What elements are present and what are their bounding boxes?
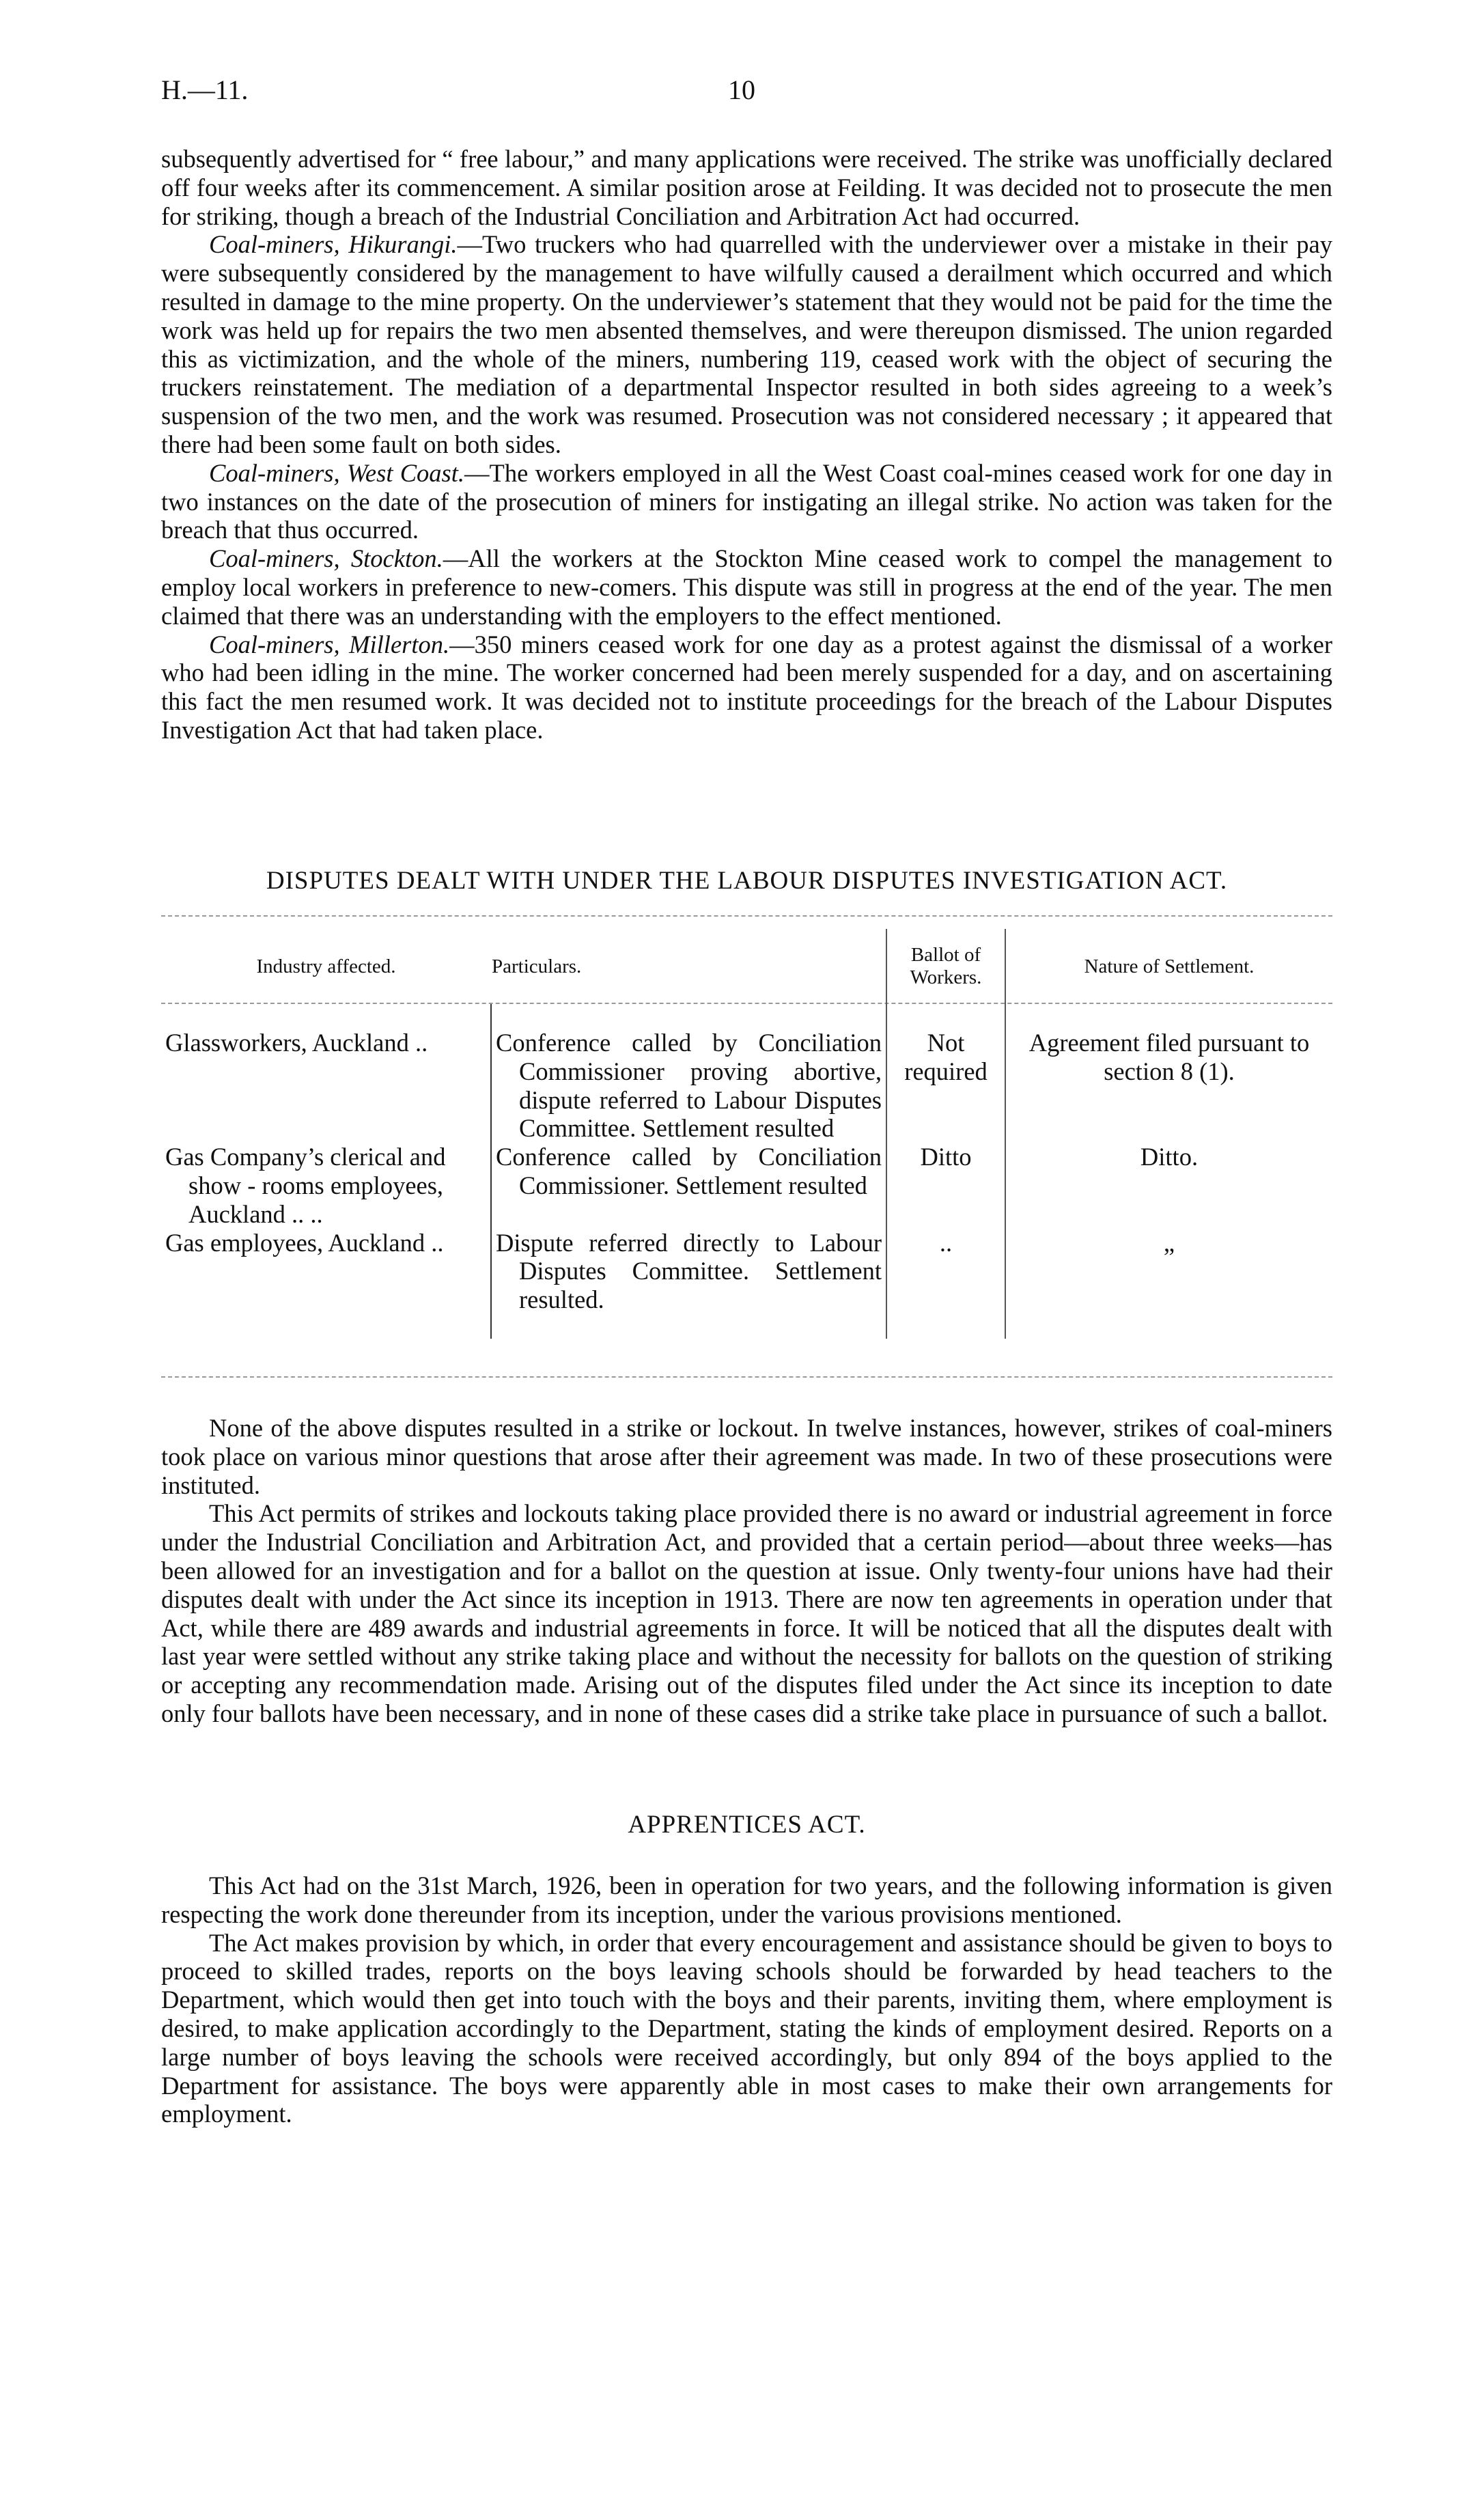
cell-industry: Glassworkers, Auckland .. — [165, 1029, 428, 1057]
section-disputes-summary — [161, 1414, 1332, 1728]
divider — [161, 1376, 1332, 1378]
table-row — [161, 1029, 1332, 1143]
cell-settlement: „ — [1005, 1229, 1332, 1314]
document-reference: H.—11. — [161, 74, 249, 105]
paragraph-lead: Coal-miners, Stockton. — [209, 544, 443, 573]
paragraph-text: —Two truckers who had quarrelled with the underviewer over a mistake in their pay were subsequently considered by the management to have wilfully caused a derailment which occurred and which resulted in damage to the mine property. On the underviewer’s statement that they would not be paid for the time the work was held up for repairs the two men absented themselves, and were thereupon dismissed. The union regarded this as victimization, and the whole of the miners, numbering 119, ceased work with the object of securing the truckers reinstatement. The mediation of a departmental Inspector resulted in both sides agreeing to a week’s suspension of the two men, and the work was resumed. Prosecution was not considered necessary ; it appeared that there had been some fault on both sides. — [161, 230, 1332, 458]
paragraph: This Act had on the 31st March, 1926, been in operation for two years, and the following information is given respecting the work done thereunder from its inception, under the various provisions mentioned. — [161, 1871, 1332, 1928]
paragraph-text: subsequently advertised for “ free labour,” and many applications were received. The strike was unofficially declared off four weeks after its commencement. A similar position arose at Feilding. It was decided not to prosecute the men for striking, though a breach of the Industrial Conciliation and Arbitration Act had occurred. — [161, 145, 1332, 230]
column-header-particulars: Particulars. — [492, 955, 582, 977]
section-strikes — [161, 145, 1332, 744]
section-apprentices-act — [161, 1871, 1332, 2128]
cell-industry: Gas Company’s clerical and show - rooms employees, Auckland .. .. — [165, 1143, 446, 1228]
cell-ballot: Ditto — [886, 1143, 1005, 1228]
paragraph — [161, 459, 1332, 544]
table-header-row — [161, 929, 1332, 1004]
table-title: DISPUTES DEALT WITH UNDER THE LABOUR DISPUTES INVESTIGATION ACT. — [266, 867, 1228, 895]
divider — [161, 915, 1332, 917]
cell-ballot: .. — [886, 1229, 1005, 1314]
cell-particulars: Dispute referred directly to Labour Disputes Committee. Settlement resulted. — [496, 1228, 882, 1314]
column-header-industry: Industry affected. — [256, 955, 396, 977]
cell-settlement: Agreement filed pursuant to section 8 (1). — [1005, 1029, 1332, 1143]
paragraph: The Act makes provision by which, in order that every encouragement and assistance should be given to boys to proceed to skilled trades, reports on the boys leaving schools should be forwarded by head teachers to the Department, which would then get into touch with the boys and their parents, inviting them, where employment is desired, to make application accordingly to the Department, stating the kinds of employment desired. Reports on a large number of boys leaving the schools were received accordingly, but only 894 of the boys applied to the Department for assistance. The boys were apparently able in most cases to make their own arrangements for employment. — [161, 1928, 1332, 2128]
paragraph — [161, 230, 1332, 458]
paragraph-lead: Coal-miners, Millerton. — [209, 630, 450, 658]
paragraph-lead: Coal-miners, West Coast. — [209, 458, 465, 487]
paragraph — [161, 544, 1332, 630]
paragraph — [161, 145, 1332, 230]
paragraph-text: —350 miners ceased work for one day as a protest against the dismissal of a worker who had been idling in the mine. The worker concerned had been merely suspended for a day, and on ascertaining this fact the men resumed work. It was decided not to institute proceedings for the breach of the Labour Disputes Investigation Act that had taken place. — [161, 630, 1332, 744]
page-number: 10 — [728, 74, 755, 105]
cell-settlement: Ditto. — [1005, 1143, 1332, 1228]
page-header — [161, 74, 1332, 108]
disputes-table — [161, 929, 1332, 1339]
paragraph-text: —All the workers at the Stockton Mine ceased work to compel the management to employ local workers in preference to new-comers. This dispute was still in progress at the end of the year. The men claimed that there was an understanding with the employers to the effect mentioned. — [161, 544, 1332, 630]
paragraph — [161, 630, 1332, 744]
paragraph: None of the above disputes resulted in a strike or lockout. In twelve instances, however, strikes of coal-miners took place on various minor questions that arose after their agreement was made. In two of these prosecutions were instituted. — [161, 1414, 1332, 1499]
section-title: APPRENTICES ACT. — [628, 1811, 866, 1839]
cell-industry: Gas employees, Auckland .. — [165, 1228, 444, 1257]
paragraph: This Act permits of strikes and lockouts taking place provided there is no award or industrial agreement in force under the Industrial Conciliation and Arbitration Act, and provided that a certain period—about three weeks—has been allowed for an investigation and for a ballot on the question at issue. Only twenty-four unions have had their disputes dealt with under the Act since its inception in 1913. There are now ten agreements in operation under that Act, while there are 489 awards and industrial agreements in force. It will be noticed that all the disputes dealt with last year were settled without any strike taking place and without the necessity for ballots on the question of striking or accepting any recommendation made. Arising out of the disputes filed under the Act since its inception to date only four ballots have been necessary, and in none of these cases did a strike take place in pursuance of such a ballot. — [161, 1499, 1332, 1727]
cell-particulars: Conference called by Conciliation Commissioner proving abortive, dispute referred to Labour Disputes Committee. Settlement resulted — [496, 1029, 882, 1143]
cell-particulars: Conference called by Conciliation Commissioner. Settlement resulted — [496, 1143, 882, 1199]
paragraph-lead: Coal-miners, Hikurangi. — [209, 230, 458, 259]
paragraph-text: —The workers employed in all the West Coast coal-mines ceased work for one day in two instances on the date of the prosecution of miners for instigating an illegal strike. No action was taken for the breach that thus occurred. — [161, 458, 1332, 544]
cell-ballot: Not required — [886, 1029, 1005, 1143]
table-row — [161, 1229, 1332, 1314]
column-header-settlement: Nature of Settlement. — [1005, 929, 1332, 1004]
column-header-ballot: Ballot of Workers. — [886, 929, 1005, 1004]
table-row — [161, 1143, 1332, 1228]
